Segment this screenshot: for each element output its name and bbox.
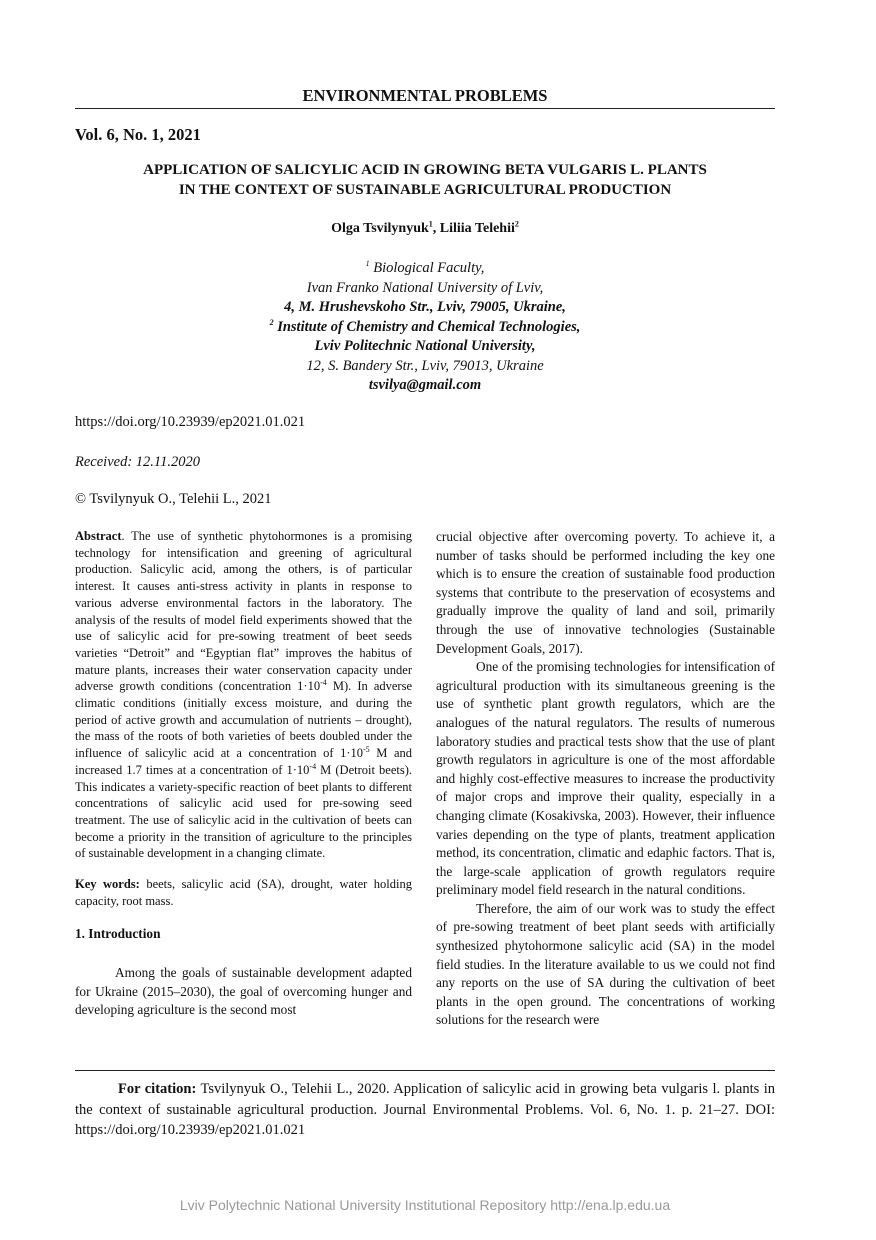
author: Olga Tsvilynyuk bbox=[331, 221, 429, 236]
keywords bbox=[75, 876, 412, 909]
affil-mark: 2 bbox=[514, 219, 519, 229]
journal-header: ENVIRONMENTAL PROBLEMS bbox=[75, 86, 775, 109]
abstract-text: M and increased 1.7 times at a concentration of 1·10 bbox=[75, 746, 412, 777]
volume-info: Vol. 6, No. 1, 2021 bbox=[75, 125, 201, 144]
authors bbox=[75, 221, 775, 237]
doi-link[interactable]: https://doi.org/10.23939/ep2021.01.021 bbox=[75, 414, 306, 430]
citation-text: Tsvilynyuk O., Telehii L., 2020. Application of salicylic acid in growing beta vulgaris l. plants in the context of sustainable agricultural production. Journal Environmental Problems. Vol. 6, No. 1. p. 21–27. DOI: https://doi.org/10.23939/ep2021.01.021 bbox=[75, 1081, 775, 1138]
received-date: Received: 12.11.2020 bbox=[75, 454, 200, 470]
paragraph: crucial objective after overcoming poverty. To achieve it, a number of tasks should be performed including the key one which is to ensure the creation of sustainable food production systems that contribute to the preservation of ecosystems and gradually improve the quality of land and soil, primarily through the use of innovative technologies (Sustainable Development Goals, 2017). bbox=[436, 529, 775, 656]
affil-mark: 1 bbox=[428, 219, 433, 229]
paragraph: Therefore, the aim of our work was to study the effect of pre-sowing treatment of beet plant seeds with artificially synthesized phytohormone salicylic acid (SA) in the model field studies. In the literature available to us we could not find any reports on the use of SA during the cultivation of beet plants in the open ground. The concentrations of working solutions for the research were bbox=[436, 900, 775, 1028]
right-column bbox=[436, 528, 775, 1030]
affil-line: 4, M. Hrushevskoho Str., Lviv, 79005, Ukraine, bbox=[284, 299, 566, 315]
affil-line: 12, S. Bandery Str., Lviv, 79013, Ukraine bbox=[306, 357, 544, 374]
author: Liliia Telehii bbox=[439, 221, 515, 236]
citation bbox=[75, 1070, 775, 1141]
paragraph: Among the goals of sustainable development adapted for Ukraine (2015–2030), the goal of overcoming hunger and developing agriculture is the second most bbox=[75, 965, 412, 1018]
title-line: IN THE CONTEXT OF SUSTAINABLE AGRICULTURAL PRODUCTION bbox=[178, 182, 672, 198]
affil-line: Ivan Franko National University of Lviv, bbox=[306, 279, 544, 296]
abstract-text: M). In adverse climatic conditions (initially excess moisture, and during the period of active growth and accumulation of nutrients – drought), the mass of the roots of both varieties of beets doubled under the influence of salicylic acid at a concentration of 1·10 bbox=[75, 679, 412, 761]
keywords-label: Key words: bbox=[75, 877, 140, 892]
title-line: APPLICATION OF SALICYLIC ACID IN GROWING BETA VULGARIS L. PLANTS bbox=[143, 162, 707, 178]
abstract-label: Abstract bbox=[75, 529, 122, 543]
exponent: -5 bbox=[362, 744, 370, 754]
abstract bbox=[75, 528, 412, 862]
left-column bbox=[75, 528, 412, 1020]
separator: , bbox=[432, 221, 440, 236]
abstract-text: M (Detroit beets). This indicates a variety-specific reaction of beet plants to different concentrations of salicylic acid used for pre-sowing seed treatment. The use of salicylic acid in the cultivation of beets can become a priority in the transition of agriculture to the principles of sustainable development in a changing climate. bbox=[75, 762, 413, 861]
keywords-text: beets, salicylic acid (SA), drought, water holding capacity, root mass. bbox=[75, 877, 412, 908]
copyright: © Tsvilynyuk O., Telehii L., 2021 bbox=[75, 491, 272, 507]
affil-line: Biological Faculty, bbox=[369, 260, 485, 276]
affil-line: Institute of Chemistry and Chemical Technologies, bbox=[273, 318, 581, 335]
section-heading: 1. Introduction bbox=[75, 926, 161, 942]
repository-footer: Lviv Polytechnic National University Institutional Repository http://ena.lp.edu.ua bbox=[179, 1197, 671, 1213]
exponent: -4 bbox=[309, 761, 317, 771]
citation-label: For citation: bbox=[118, 1081, 197, 1097]
affil-mark: 1 bbox=[365, 259, 370, 269]
affiliations bbox=[75, 259, 775, 396]
affil-mark: 2 bbox=[269, 317, 274, 327]
paragraph: One of the promising technologies for intensification of agricultural production with its simultaneous greening is the use of synthetic plant growth regulators, which are the analogues of the natural regulators. The results of numerous laboratory studies and practical tests show that the use of plant growth regulators in agriculture is one of the most affordable and highly cost-effective measures to increase the productivity of major crops and improve their quality, especially in a changing climate (Kosakivska, 2003). However, their influence varies depending on the type of plants, treatment application method, its concentration, climatic and edaphic factors. That is, the large-scale application of growth regulators require preliminary model field research in the natural conditions. bbox=[436, 659, 775, 898]
exponent: -4 bbox=[320, 678, 327, 688]
email-link[interactable]: tsvilya@gmail.com bbox=[368, 377, 482, 393]
abstract-text: . The use of synthetic phytohormones is a promising technology for intensification and greening of agricultural production. Salicylic acid, among the others, is of particular interest. It causes anti-stress activity in plants in response to various adverse environmental factors in the laboratory. The analysis of the results of model field experiments showed that the use of salicylic acid for pre-sowing treatment of beet seeds varieties “Detroit” and “Egyptian flat” improves the habitus of mature plants, increases their water conservation capacity under adverse growth conditions (concentration 1·10 bbox=[75, 529, 412, 694]
paper-title bbox=[75, 160, 775, 200]
affil-line: Lviv Politechnic National University, bbox=[314, 338, 536, 354]
